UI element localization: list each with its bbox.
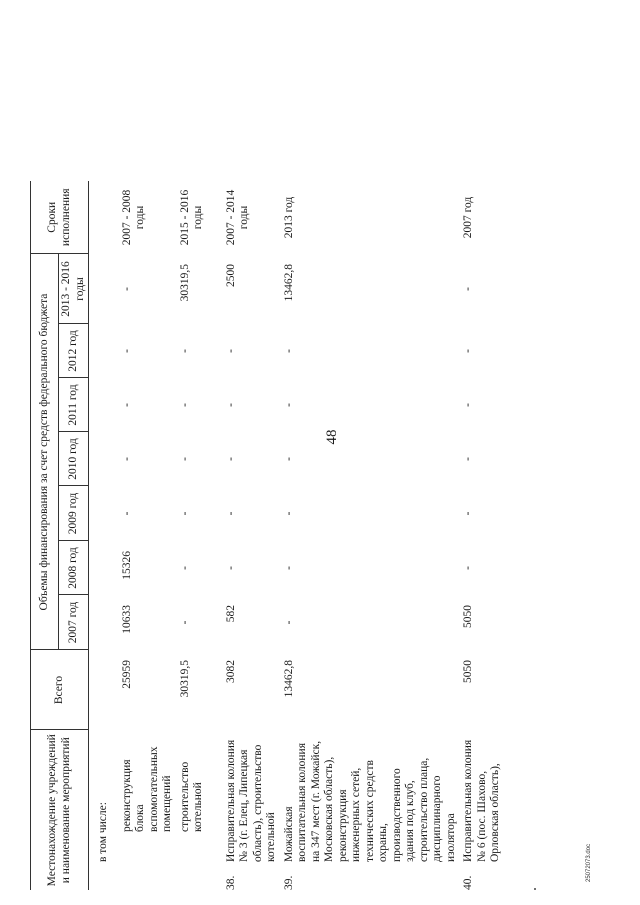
row-index	[89, 864, 119, 890]
row-name: реконструкция блока вспомогательных помещений	[120, 746, 173, 832]
row-total: 25959	[120, 660, 133, 689]
row-name: Исправительная колония № 6 (пос. Шахово, Орловская область),	[462, 739, 501, 862]
table-row	[281, 181, 461, 890]
row-value: 5050	[462, 605, 474, 628]
row-value: -	[178, 403, 191, 407]
row-value	[89, 486, 119, 541]
row-term: 2007 - 2014 годы	[224, 189, 250, 246]
page-number: 48	[324, 429, 340, 445]
row-value: 582	[224, 605, 237, 623]
row-value: -	[224, 566, 237, 570]
table-row	[223, 181, 281, 890]
header-financing-group: Объемы финансирования за счет средств федерального бюджета	[31, 254, 59, 650]
table-row	[89, 181, 119, 890]
row-value: -	[462, 349, 474, 353]
row-value: -	[462, 511, 474, 516]
row-value: -	[178, 457, 191, 461]
row-value	[89, 324, 119, 378]
table-row	[177, 181, 223, 890]
row-value: -	[282, 620, 295, 625]
header-name: Местонахождение учреждений и наименование мероприятий	[31, 730, 89, 890]
footer-filename: 25072073.doc	[586, 843, 592, 882]
row-value: 13462,8	[282, 264, 295, 302]
header-year: 2009 год	[59, 486, 89, 541]
document-sheet	[30, 0, 630, 890]
row-value: 10633	[120, 605, 133, 634]
row-name: Можайская воспитательная колония на 347 мест (г. Можайск, Московская область), реконструкция инженерных сетей, технических средств охраны, производственного здания под клуб, строительство плаца, дисциплинарного изолятора	[282, 740, 457, 862]
row-value	[89, 595, 119, 650]
row-name: в том числе:	[97, 802, 109, 862]
row-value	[89, 378, 119, 432]
row-total: 30319,5	[178, 660, 191, 698]
header-term: Сроки исполнения	[31, 181, 89, 254]
header-total: Всего	[31, 650, 89, 730]
row-value: -	[462, 457, 474, 461]
row-total: 13462,8	[282, 660, 295, 698]
header-year: 2011 год	[59, 378, 89, 432]
row-value: -	[282, 566, 295, 570]
row-total: 5050	[462, 660, 474, 683]
row-value: -	[120, 457, 133, 461]
table-row	[119, 181, 177, 890]
row-value: -	[120, 403, 133, 407]
row-value: 15326	[120, 551, 133, 580]
row-index: 39.	[282, 875, 295, 890]
row-term: 2007 - 2008 годы	[120, 189, 146, 246]
row-value: 30319,5	[178, 264, 191, 302]
header-year: 2013 - 2016 годы	[59, 254, 89, 324]
header-year: 2007 год	[59, 595, 89, 650]
row-value: -	[462, 566, 474, 570]
header-year: 2012 год	[59, 324, 89, 378]
row-term: 2007 год	[462, 196, 474, 239]
row-value: -	[120, 511, 133, 516]
row-value: -	[282, 403, 295, 407]
row-value: -	[224, 403, 237, 407]
row-index	[177, 864, 223, 890]
financing-table	[30, 181, 520, 890]
row-value: -	[282, 511, 295, 516]
row-index	[119, 864, 177, 890]
row-term	[89, 181, 119, 254]
header-year: 2008 год	[59, 541, 89, 595]
row-total	[89, 650, 119, 730]
row-name: строительство котельной	[178, 761, 204, 832]
table-row	[460, 181, 520, 890]
row-index: 40.	[462, 875, 474, 890]
row-term: 2015 - 2016 годы	[178, 189, 204, 246]
header-year: 2010 год	[59, 432, 89, 486]
row-value: -	[462, 287, 474, 291]
row-value: -	[178, 511, 191, 516]
row-value: 2500	[224, 264, 237, 287]
row-value: -	[224, 457, 237, 461]
row-name: Исправительная колония № 3 (г. Елец, Липецкая область), строительство котельной	[224, 739, 277, 862]
row-value: -	[282, 349, 295, 353]
row-value: -	[120, 287, 133, 291]
row-value: -	[120, 349, 133, 353]
row-value	[89, 432, 119, 486]
row-value: -	[224, 511, 237, 516]
row-value: -	[178, 620, 191, 625]
row-value: -	[462, 403, 474, 407]
row-value	[89, 254, 119, 324]
row-value: -	[224, 349, 237, 353]
row-total: 3082	[224, 660, 237, 683]
margin-dot	[534, 888, 536, 890]
row-value: -	[178, 349, 191, 353]
row-index: 38.	[224, 875, 237, 890]
row-term: 2013 год	[282, 196, 295, 239]
row-value	[89, 541, 119, 595]
row-value: -	[282, 457, 295, 461]
row-value: -	[178, 566, 191, 570]
